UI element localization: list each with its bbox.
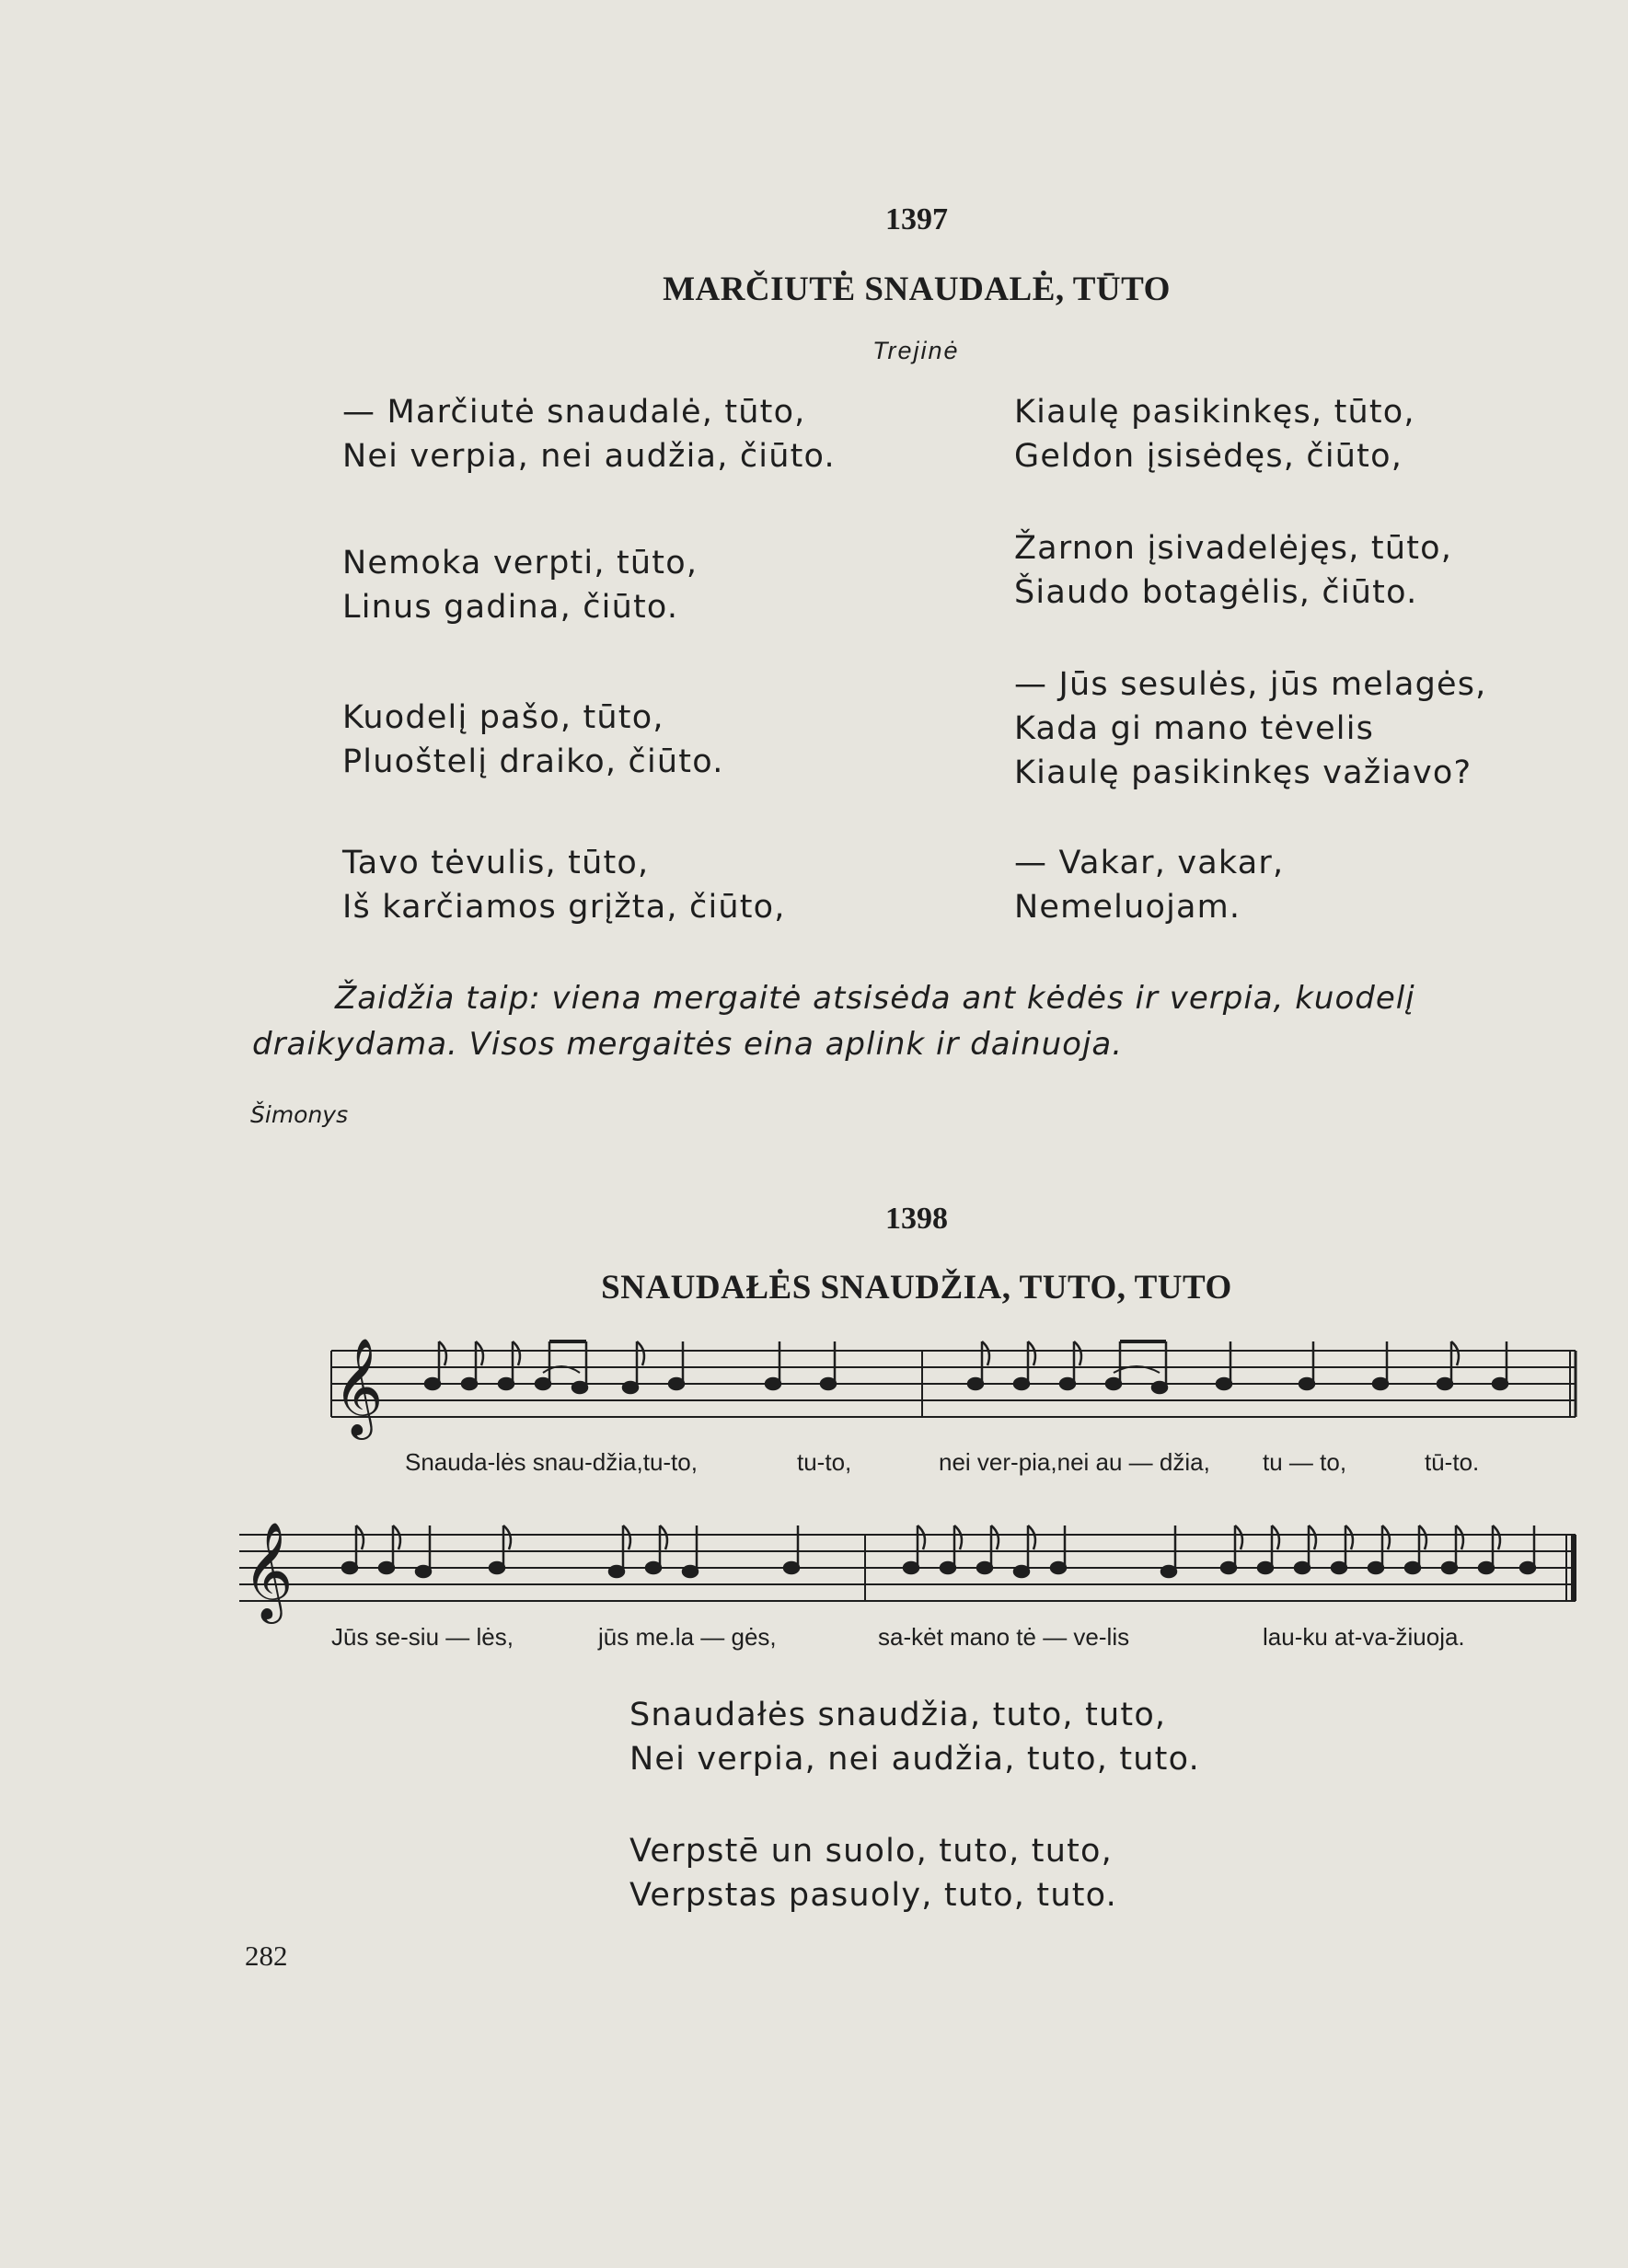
music-staff-1 [313,1316,1583,1454]
verse-line: Nemoka verpti, tūto, [342,545,699,581]
verse-line: Nei verpia, nei audžia, tuto, tuto. [629,1741,1200,1778]
staff-2-lyric: Jūs se-siu — lės, [331,1623,514,1651]
verse-line: Linus gadina, čiūto. [342,589,679,626]
verse-line: Nemeluojam. [1014,889,1241,926]
source-village: Šimonys [250,1101,349,1128]
verse-line: — Jūs sesulės, jūs melagės, [1014,666,1487,703]
staff-1-lyric: tu-to, [797,1448,852,1476]
verse-line: Kiaulę pasikinkęs važiavo? [1014,754,1472,791]
note-line: draikydama. Visos mergaitės eina aplink ir dainuoja. [252,1026,1124,1063]
right-stanza [1014,841,1284,929]
left-stanza [342,841,786,929]
verse-line: Šiaudo botagėlis, čiūto. [1014,574,1418,611]
staff-1-lyric: nei ver-pia,nei au — džia, [939,1448,1210,1476]
left-stanza [342,541,698,629]
left-stanza [342,696,724,784]
verse-line: Kiaulę pasikinkęs, tūto, [1014,394,1415,431]
left-stanza [342,390,836,478]
staff-2-lyric: sa-kėt mano tė — ve-lis [878,1623,1130,1651]
verse-line: — Marčiutė snaudalė, tūto, [342,394,806,431]
verse-line: Kuodelį pašo, tūto, [342,699,664,736]
staff-2-lyric: jūs me.la — gės, [598,1623,777,1651]
staff-2-lyric: lau-ku at-va-žiuoja. [1263,1623,1465,1651]
right-stanza [1014,662,1487,795]
verse-line: Tavo tėvulis, tūto, [342,845,650,881]
staff-1-lyric: Snauda-lės snau-džia,tu-to, [405,1448,698,1476]
verse-line: Snaudałės snaudžia, tuto, tuto, [629,1697,1167,1733]
page-number: 282 [245,1940,288,1972]
staff-1-lyric: tu — to, [1263,1448,1347,1476]
performance-note [252,975,1596,1067]
song-subtitle: Trejinė [872,337,960,364]
song-title: MARČIUTĖ SNAUDALĖ, TŪTO [663,271,1171,308]
verse-line: Verpstas pasuoly, tuto, tuto. [629,1877,1117,1914]
treble-clef-icon: 𝄞 [243,1521,294,1619]
verse-line: Kada gi mano tėvelis [1014,710,1375,747]
song-number: 1397 [885,202,948,236]
verse-line: — Vakar, vakar, [1014,845,1285,881]
staff-1-lyric: tū-to. [1425,1448,1480,1476]
verse-line: Verpstē un suolo, tuto, tuto, [629,1833,1113,1870]
song-title: SNAUDAŁĖS SNAUDŽIA, TUTO, TUTO [601,1269,1232,1307]
song2-stanza [629,1693,1200,1781]
song-number: 1398 [885,1202,948,1236]
verse-line: Nei verpia, nei audžia, čiūto. [342,438,836,475]
verse-line: Geldon įsisėdęs, čiūto, [1014,438,1403,475]
verse-line: Iš karčiamos grįžta, čiūto, [342,889,786,926]
treble-clef-icon: 𝄞 [333,1337,384,1435]
verse-line: Pluoštelį draiko, čiūto. [342,743,724,780]
right-stanza [1014,526,1452,615]
right-stanza [1014,390,1415,478]
verse-line: Žarnon įsivadelėjęs, tūto, [1014,530,1453,567]
song2-stanza [629,1829,1117,1917]
music-staff-2 [230,1491,1583,1638]
note-line: Žaidžia taip: viena mergaitė atsisėda ant kėdės ir verpia, kuodelį [335,980,1415,1017]
